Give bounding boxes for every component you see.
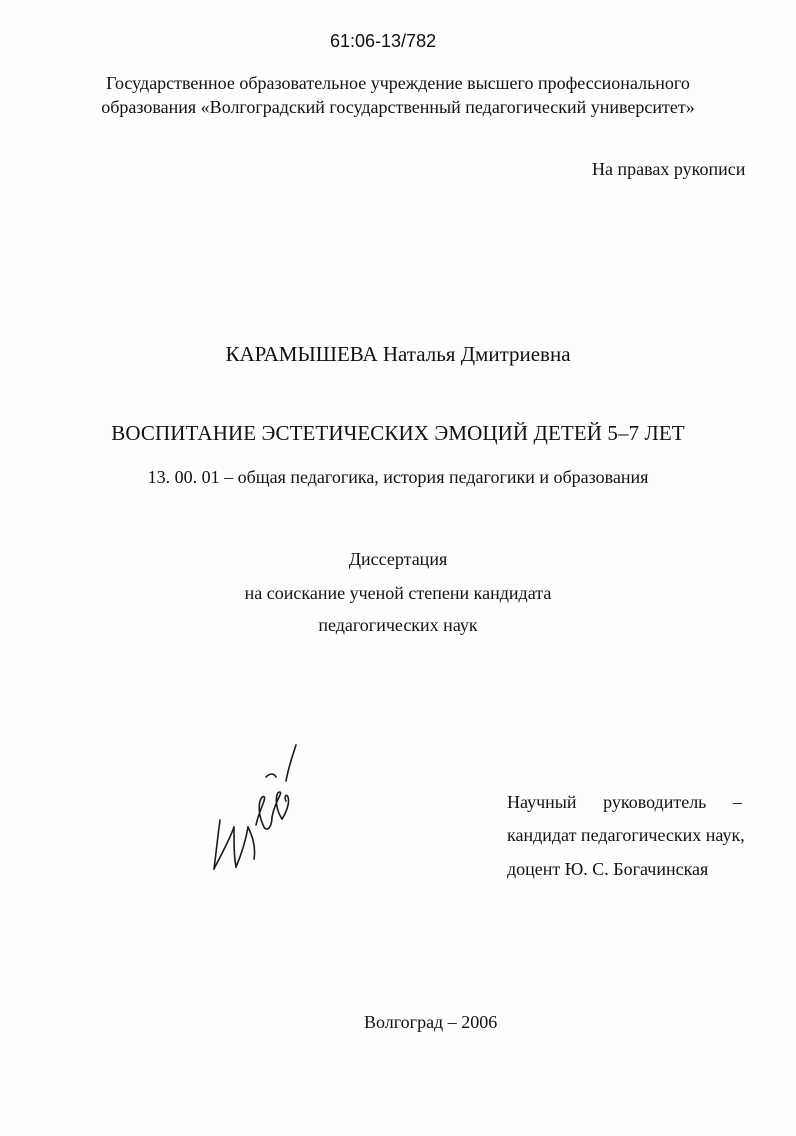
author-name: КАРАМЫШЕВА Наталья Дмитриевна: [225, 342, 571, 366]
handwritten-signature-icon: [200, 735, 315, 885]
supervisor-word-advisor: руководитель: [603, 792, 707, 812]
dissertation-title: ВОСПИТАНИЕ ЭСТЕТИЧЕСКИХ ЭМОЦИЙ ДЕТЕЙ 5–7 ЛЕТ: [111, 421, 685, 445]
institution-line-1: Государственное образовательное учреждение высшего профессионального: [106, 73, 690, 93]
supervisor-degree: кандидат педагогических наук,: [507, 825, 745, 845]
supervisor-dash: –: [732, 792, 742, 812]
supervisor-title-line: [507, 791, 742, 813]
city-year: Волгоград – 2006: [364, 1012, 498, 1032]
specialty-code: 13. 00. 01 – общая педагогика, история педагогики и образования: [147, 467, 649, 487]
institution-line-2: образования «Волгоградский государственный педагогический университет»: [101, 97, 695, 117]
dissertation-label: Диссертация: [348, 549, 448, 569]
supervisor-name: доцент Ю. С. Богачинская: [507, 859, 709, 879]
supervisor-word-scientific: Научный: [507, 792, 577, 812]
field-line: педагогических наук: [318, 615, 478, 635]
degree-line: на соискание ученой степени кандидата: [244, 583, 552, 603]
rights-note: На правах рукописи: [592, 159, 746, 179]
archive-code: 61:06-13/782: [330, 31, 437, 51]
